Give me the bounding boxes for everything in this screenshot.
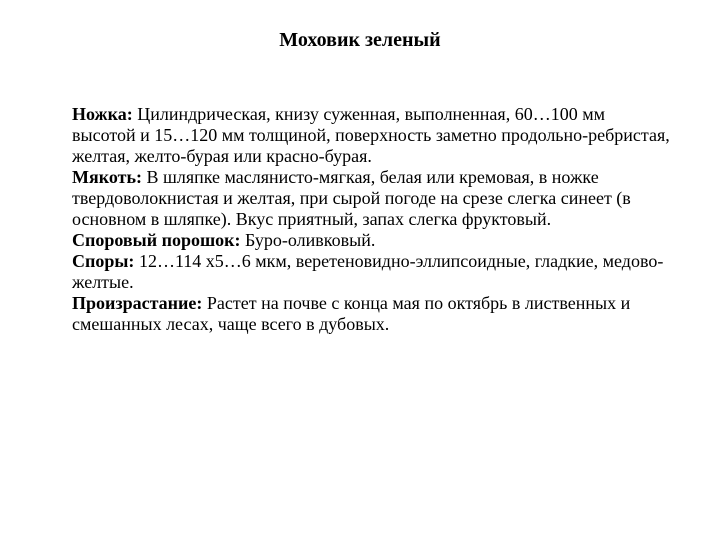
section-text: Буро-оливковый. xyxy=(240,230,376,250)
section-stem xyxy=(72,104,672,167)
section-term: Мякоть: xyxy=(72,167,142,187)
section-text: В шляпке маслянисто-мягкая, белая или кремовая, в ножке твердоволокнистая и желтая, при сырой погоде на срезе слегка синеет (в основном в шляпке). Вкус приятный, запах слегка фруктовый. xyxy=(72,167,631,229)
section-text: Растет на почве с конца мая по октябрь в лиственных и смешанных лесах, чаще всего в дубовых. xyxy=(72,293,631,334)
section-term: Споровый порошок: xyxy=(72,230,241,250)
section-term: Ножка: xyxy=(72,104,133,124)
section-habitat xyxy=(72,293,672,335)
section-flesh xyxy=(72,167,672,230)
description-body xyxy=(72,104,672,335)
section-text: 12…114 х5…6 мкм, веретеновидно-эллипсоидные, гладкие, медово-желтые. xyxy=(72,251,664,292)
section-spores xyxy=(72,251,672,293)
section-term: Произрастание: xyxy=(72,293,203,313)
section-text: Цилиндрическая, книзу суженная, выполненная, 60…100 мм высотой и 15…120 мм толщиной, поверхность заметно продольно-ребристая, желтая, желто-бурая или красно-бурая. xyxy=(72,104,670,166)
section-term: Споры: xyxy=(72,251,135,271)
slide-title: Моховик зеленый xyxy=(279,29,441,51)
section-spore-powder xyxy=(72,230,672,251)
